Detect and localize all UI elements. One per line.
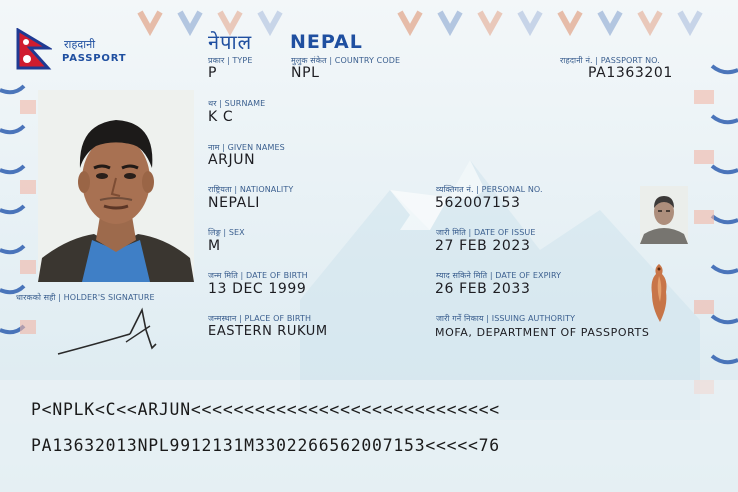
passport-label: PASSPORT bbox=[62, 53, 127, 64]
date-of-expiry-label: म्याद सकिने मिति | DATE OF EXPIRY bbox=[436, 271, 562, 280]
country-code-value: NPL bbox=[291, 65, 320, 81]
nepal-flag-icon bbox=[16, 28, 52, 70]
holder-signature-label: धारकको सही | HOLDER'S SIGNATURE bbox=[16, 293, 155, 302]
mrz-line-2: PA13632013NPL9912131M3302266562007153<<<<<76 bbox=[31, 436, 500, 455]
holder-photo bbox=[38, 90, 194, 282]
holder-signature bbox=[56, 304, 166, 358]
given-names-value: ARJUN bbox=[208, 152, 256, 168]
personal-no-label: व्यक्तिगत नं. | PERSONAL NO. bbox=[436, 185, 543, 194]
date-of-birth-label: जन्म मिति | DATE OF BIRTH bbox=[208, 271, 308, 280]
type-label: प्रकार | TYPE bbox=[208, 56, 253, 65]
place-of-birth-value: EASTERN RUKUM bbox=[208, 324, 328, 339]
country-name-local: नेपाल bbox=[208, 30, 253, 54]
type-value: P bbox=[208, 65, 218, 81]
passport-label-local: राहदानी bbox=[64, 38, 96, 51]
surname-value: K C bbox=[208, 109, 234, 125]
place-of-birth-label: जन्मस्थान | PLACE OF BIRTH bbox=[208, 314, 312, 323]
mrz-line-1: P<NPLK<C<<ARJUN<<<<<<<<<<<<<<<<<<<<<<<<<<<<< bbox=[31, 400, 500, 419]
nationality-label: राष्ट्रियता | NATIONALITY bbox=[208, 185, 294, 194]
personal-no-value: 562007153 bbox=[435, 195, 521, 211]
ghost-photo bbox=[640, 186, 688, 244]
date-of-issue-label: जारी मिति | DATE OF ISSUE bbox=[436, 228, 536, 237]
given-names-label: नाम | GIVEN NAMES bbox=[208, 143, 285, 152]
country-name: NEPAL bbox=[290, 31, 363, 53]
nationality-value: NEPALI bbox=[208, 195, 260, 211]
country-code-label: मुलुक संकेत | COUNTRY CODE bbox=[291, 56, 401, 65]
date-of-issue-value: 27 FEB 2023 bbox=[435, 238, 531, 254]
national-emblem-icon bbox=[646, 262, 672, 326]
surname-label: थर | SURNAME bbox=[208, 99, 266, 108]
issuing-authority-label: जारी गर्ने निकाय | ISSUING AUTHORITY bbox=[436, 314, 576, 323]
issuing-authority-value: MOFA, DEPARTMENT OF PASSPORTS bbox=[435, 326, 650, 339]
date-of-expiry-value: 26 FEB 2033 bbox=[435, 281, 531, 297]
passport-no-label: राहदानी नं. | PASSPORT NO. bbox=[560, 56, 660, 65]
date-of-birth-value: 13 DEC 1999 bbox=[208, 281, 307, 297]
sex-label: लिङ्ग | SEX bbox=[208, 228, 245, 237]
passport-no-value: PA1363201 bbox=[588, 65, 673, 81]
sex-value: M bbox=[208, 238, 221, 254]
